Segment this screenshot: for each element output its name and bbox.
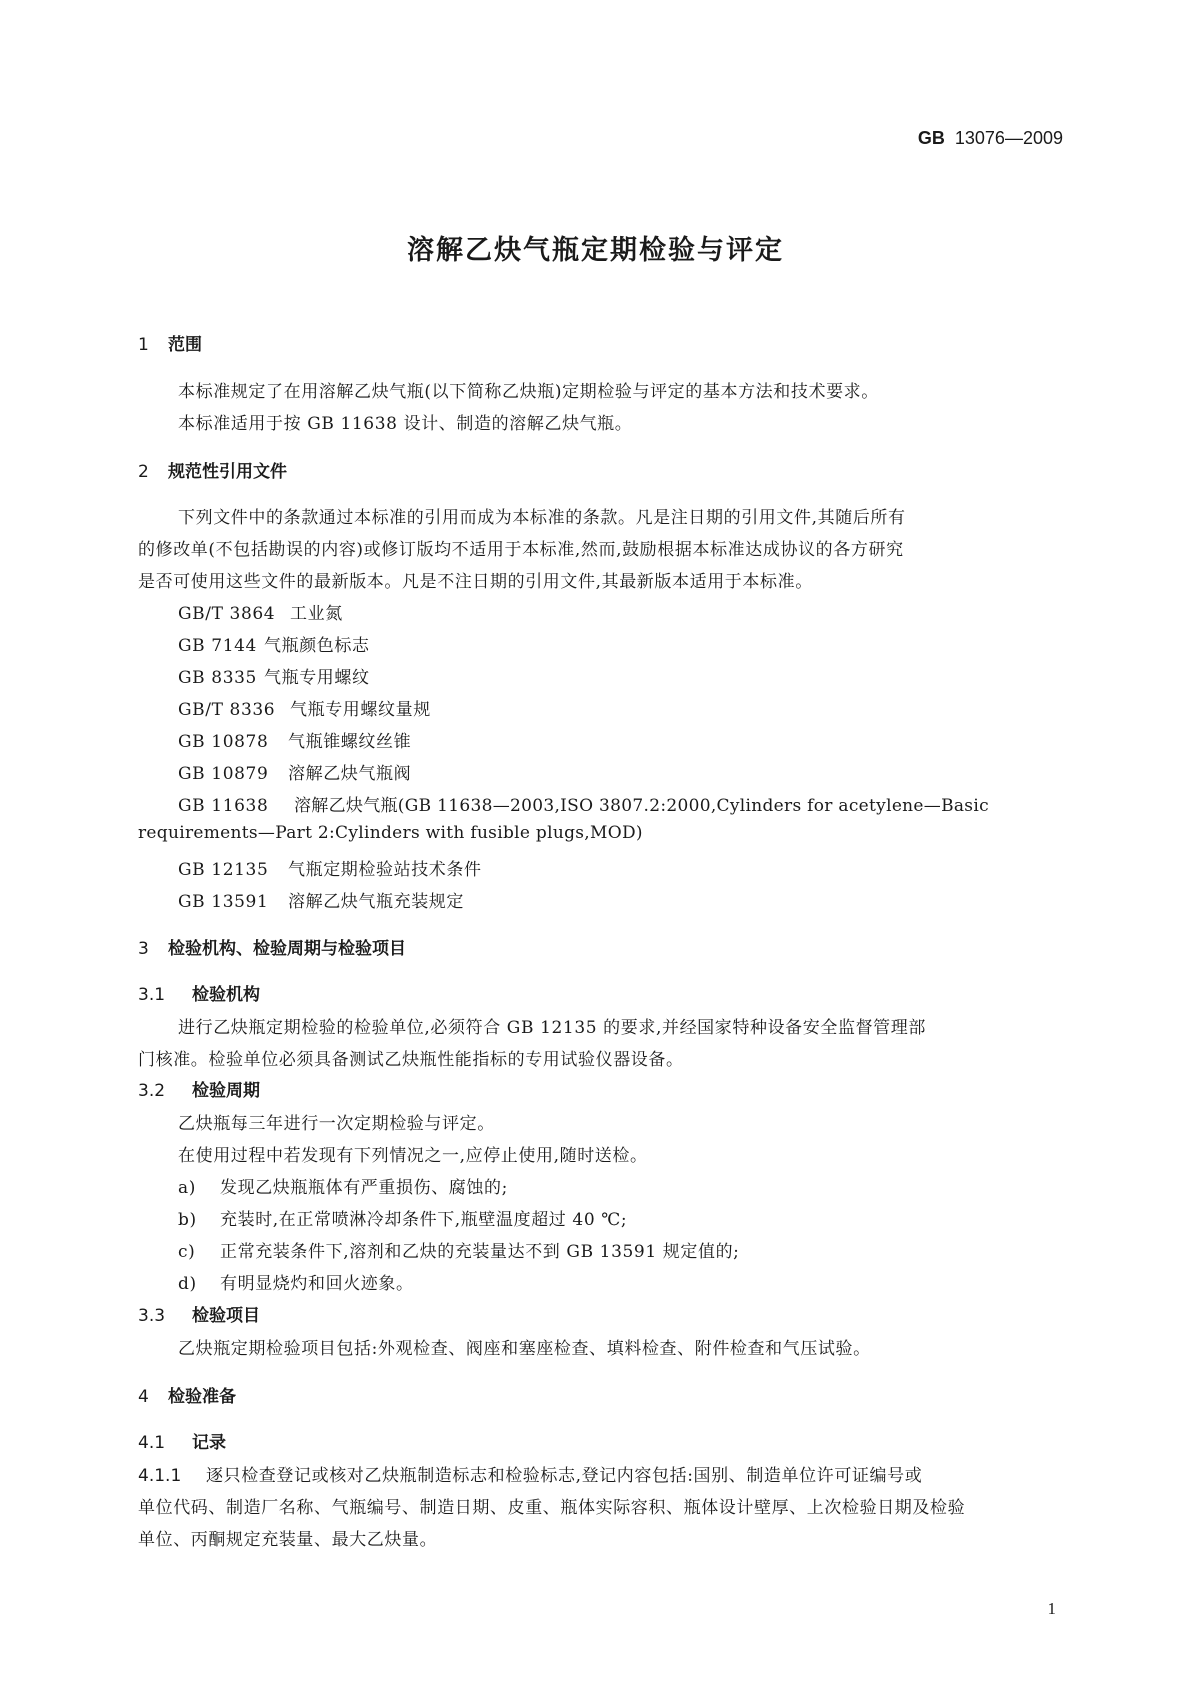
reference-item [178,599,343,624]
subsection-number: 3.1 [138,985,166,1005]
reference-item [178,631,370,656]
list-item [178,1269,414,1294]
subsection-4-1-heading [138,1428,226,1453]
section-number: 1 [138,335,149,355]
list-marker: c) [178,1242,196,1262]
paragraph: 本标准规定了在用溶解乙炔气瓶(以下简称乙炔瓶)定期检验与评定的基本方法和技术要求。 [178,382,879,402]
list-text: 充装时,在正常喷淋冷却条件下,瓶壁温度超过 40 ℃; [220,1210,628,1230]
reference-title: 工业氮 [290,604,343,624]
section-title: 检验准备 [168,1387,236,1407]
paragraph: 在使用过程中若发现有下列情况之一,应停止使用,随时送检。 [178,1146,648,1166]
reference-code: GB 10879 [178,764,269,784]
clause-text: 逐只检查登记或核对乙炔瓶制造标志和检验标志,登记内容包括:国别、制造单位许可证编号或 [206,1466,923,1486]
subsection-number: 4.1 [138,1433,166,1453]
reference-code: GB/T 8336 [178,700,276,720]
list-marker: b) [178,1210,197,1230]
list-marker: d) [178,1274,197,1294]
reference-title: 气瓶专用螺纹 [264,668,370,688]
clause-number: 4.1.1 [138,1466,182,1486]
section-3-heading [138,934,406,959]
reference-code: GB 13591 [178,892,269,912]
reference-code: GB 12135 [178,860,269,880]
subsection-title: 检验周期 [192,1081,260,1101]
paragraph: 本标准适用于按 GB 11638 设计、制造的溶解乙炔气瓶。 [178,414,633,434]
subsection-number: 3.3 [138,1306,166,1326]
reference-title: 溶解乙炔气瓶(GB 11638—2003,ISO 3807.2:2000,Cylinders for acetylene—Basic [294,796,989,816]
subsection-title: 记录 [192,1433,226,1453]
doc-number: 13076—2009 [954,128,1063,148]
list-item [178,1205,627,1230]
reference-continuation: requirements—Part 2:Cylinders with fusible plugs,MOD) [138,823,643,843]
section-number: 3 [138,939,149,959]
list-marker: a) [178,1178,196,1198]
reference-item [178,759,411,784]
reference-code: GB 10878 [178,732,269,752]
paragraph: 乙炔瓶每三年进行一次定期检验与评定。 [178,1114,495,1134]
section-number: 4 [138,1387,149,1407]
paragraph: 门核准。检验单位必须具备测试乙炔瓶性能指标的专用试验仪器设备。 [138,1050,684,1070]
section-2-heading [138,457,287,482]
list-text: 发现乙炔瓶瓶体有严重损伤、腐蚀的; [220,1178,508,1198]
reference-item [178,855,482,880]
paragraph: 是否可使用这些文件的最新版本。凡是不注日期的引用文件,其最新版本适用于本标准。 [138,572,813,592]
reference-title: 气瓶定期检验站技术条件 [288,860,482,880]
reference-title: 气瓶颜色标志 [264,636,370,656]
paragraph: 下列文件中的条款通过本标准的引用而成为本标准的条款。凡是注日期的引用文件,其随后所有 [178,508,906,528]
reference-title: 气瓶锥螺纹丝锥 [288,732,412,752]
doc-prefix: GB [917,128,945,148]
list-text: 有明显烧灼和回火迹象。 [220,1274,414,1294]
section-number: 2 [138,462,149,482]
reference-item [178,695,431,720]
section-title: 范围 [168,335,202,355]
reference-title: 气瓶专用螺纹量规 [290,700,431,720]
reference-item [178,663,370,688]
clause-4-1-1 [138,1461,922,1486]
subsection-title: 检验机构 [192,985,260,1005]
paragraph: 进行乙炔瓶定期检验的检验单位,必须符合 GB 12135 的要求,并经国家特种设备安全监督管理部 [178,1018,926,1038]
document-number [918,128,1063,149]
reference-code: GB 7144 [178,636,257,656]
reference-item [178,887,464,912]
list-item [178,1237,740,1262]
reference-code: GB 11638 [178,796,269,816]
subsection-3-1-heading [138,980,260,1005]
reference-title: 溶解乙炔气瓶阀 [288,764,412,784]
paragraph: 单位、丙酮规定充装量、最大乙炔量。 [138,1530,438,1550]
section-1-heading [138,330,202,355]
reference-code: GB 8335 [178,668,257,688]
list-text: 正常充装条件下,溶剂和乙炔的充装量达不到 GB 13591 规定值的; [220,1242,740,1262]
reference-code: GB/T 3864 [178,604,276,624]
subsection-number: 3.2 [138,1081,166,1101]
page-number: 1 [1047,1599,1056,1618]
reference-item [178,791,989,816]
section-title: 检验机构、检验周期与检验项目 [168,939,406,959]
subsection-3-3-heading [138,1301,260,1326]
section-4-heading [138,1382,236,1407]
section-title: 规范性引用文件 [168,462,287,482]
paragraph: 单位代码、制造厂名称、气瓶编号、制造日期、皮重、瓶体实际容积、瓶体设计壁厚、上次检验日期及检验 [138,1498,966,1518]
paragraph: 的修改单(不包括勘误的内容)或修订版均不适用于本标准,然而,鼓励根据本标准达成协议的各方研究 [138,540,904,560]
subsection-3-2-heading [138,1076,260,1101]
subsection-title: 检验项目 [192,1306,260,1326]
reference-title: 溶解乙炔气瓶充装规定 [288,892,464,912]
reference-item [178,727,411,752]
page-title: 溶解乙炔气瓶定期检验与评定 [407,235,784,266]
paragraph: 乙炔瓶定期检验项目包括:外观检查、阀座和塞座检查、填料检查、附件检查和气压试验。 [178,1339,871,1359]
list-item [178,1173,508,1198]
